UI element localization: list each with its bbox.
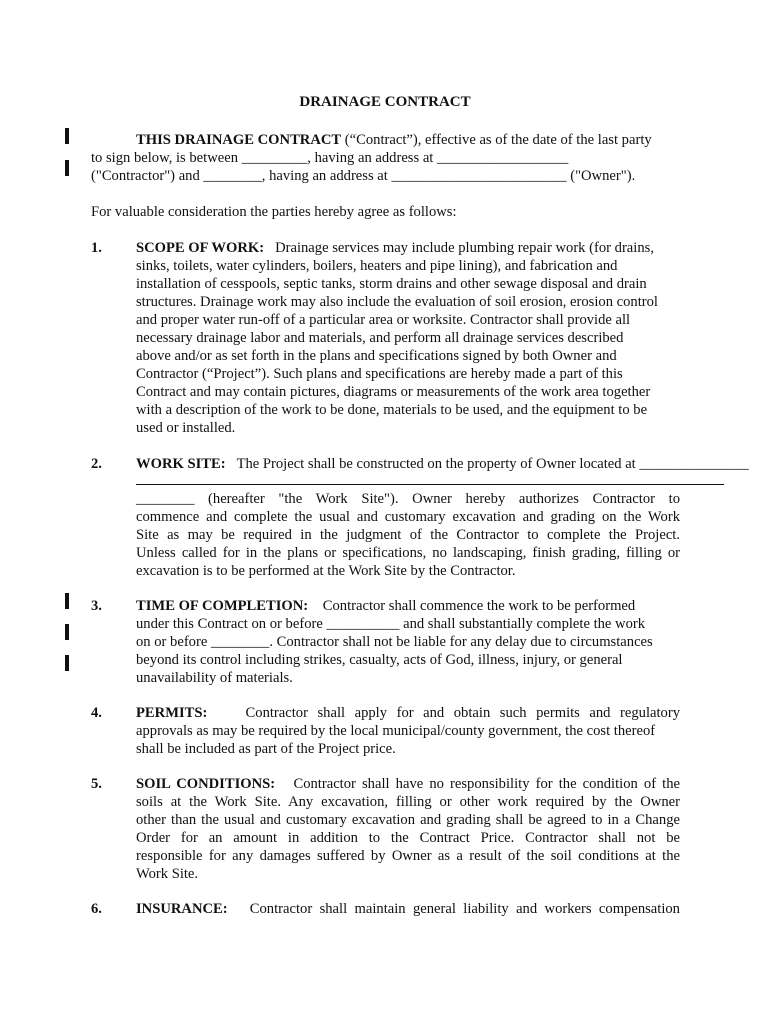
consideration-text: For valuable consideration the parties hereby agree as follows: [91,204,457,220]
section-3-line: beyond its control including strikes, casualty, acts of God, illness, injury, or general [136,652,623,668]
section-1-line: used or installed. [136,420,236,436]
section-2-number: 2. [91,456,102,472]
change-bar [65,160,69,176]
section-4-heading: PERMITS: [136,705,208,721]
section-3-number: 3. [91,598,102,614]
section-1-number: 1. [91,240,102,256]
work-site-address-underline [136,484,724,485]
section-1-line: necessary drainage labor and materials, and perform all drainage services described [136,330,624,346]
section-2-line: Site as may be required in the judgment of the Contractor to complete the Project. [136,527,680,543]
section-5-line: Order for an amount in addition to the Contract Price. Contractor shall not be [136,830,680,846]
change-bar [65,624,69,640]
section-5-line: responsible for any damages suffered by Owner as a result of the soil conditions at the [136,848,680,864]
section-3-line: under this Contract on or before __________ and shall substantially complete the work [136,616,646,632]
intro-line-2: to sign below, is between _________, having an address at __________________ [91,150,569,166]
section-2-line: commence and complete the usual and customary excavation and grading on the Work [136,509,680,525]
section-3-line: TIME OF COMPLETION: Contractor shall commence the work to be performed [136,598,636,614]
section-5-line: other than the usual and customary excavation and grading shall be agreed to in a Change [136,812,680,828]
section-1-heading: SCOPE OF WORK: [136,240,265,256]
section-1-line: structures. Drainage work may also include the evaluation of soil erosion, erosion control [136,294,658,310]
section-4-line: shall be included as part of the Project price. [136,741,396,757]
section-5-heading: SOIL CONDITIONS: [136,776,276,792]
section-2-line: Unless called for in the plans or specifications, no landscaping, finish grading, filling or [136,545,680,561]
section-2-line: WORK SITE: The Project shall be constructed on the property of Owner located at _______________ [136,456,749,472]
section-1-line: with a description of the work to be done, materials to be used, and the equipment to be [136,402,648,418]
section-4-line: approvals as may be required by the local municipal/county government, the cost thereof [136,723,656,739]
section-1-line: sinks, toilets, water cylinders, boilers, heaters and pipe lining), and fabrication and [136,258,618,274]
intro-bold: THIS DRAINAGE CONTRACT [136,132,342,148]
section-1-line: installation of cesspools, septic tanks, storm drains and other sewage disposal and drain [136,276,647,292]
section-1-line: and proper water run-off of a particular area or worksite. Contractor shall provide all [136,312,631,328]
intro-line-1 [136,131,652,149]
section-4-line-first: PERMITS: Contractor shall apply for and obtain such permits and regulatory [136,705,680,721]
change-bar [65,128,69,144]
section-1-line: SCOPE OF WORK: Drainage services may include plumbing repair work (for drains, [136,240,654,256]
section-2-heading: WORK SITE: [136,456,226,472]
section-6-line-first: INSURANCE: Contractor shall maintain general liability and workers compensation [136,901,680,917]
section-3-heading: TIME OF COMPLETION: [136,598,309,614]
section-2-line: excavation is to be performed at the Work Site by the Contractor. [136,563,516,579]
section-5-line: soils at the Work Site. Any excavation, filling or other work required by the Owner [136,794,680,810]
section-1-line: Contractor (“Project”). Such plans and specifications are hereby made a part of this [136,366,623,382]
section-5-line-first: SOIL CONDITIONS: Contractor shall have no responsibility for the condition of the [136,776,681,792]
section-1-line: Contract and may contain pictures, diagrams or measurements of the work area together [136,384,651,400]
section-5-number: 5. [91,776,102,792]
section-3-line: on or before ________. Contractor shall not be liable for any delay due to circumstances [136,634,653,650]
section-6-heading: INSURANCE: [136,901,228,917]
change-bar [65,655,69,671]
intro-line-3: ("Contractor") and ________, having an address at ________________________ ("Owner"). [91,168,636,184]
section-4-number: 4. [91,705,102,721]
intro-line-1-rest: (“Contract”), effective as of the date of the last party [341,132,652,148]
section-3-line: unavailability of materials. [136,670,293,686]
section-1-line: above and/or as set forth in the plans and specifications signed by both Owner and [136,348,617,364]
document-title: DRAINAGE CONTRACT [299,94,471,110]
section-2-line: ________ (hereafter "the Work Site"). Owner hereby authorizes Contractor to [136,491,680,507]
section-5-line: Work Site. [136,866,199,882]
change-bar [65,593,69,609]
section-6-number: 6. [91,901,102,917]
